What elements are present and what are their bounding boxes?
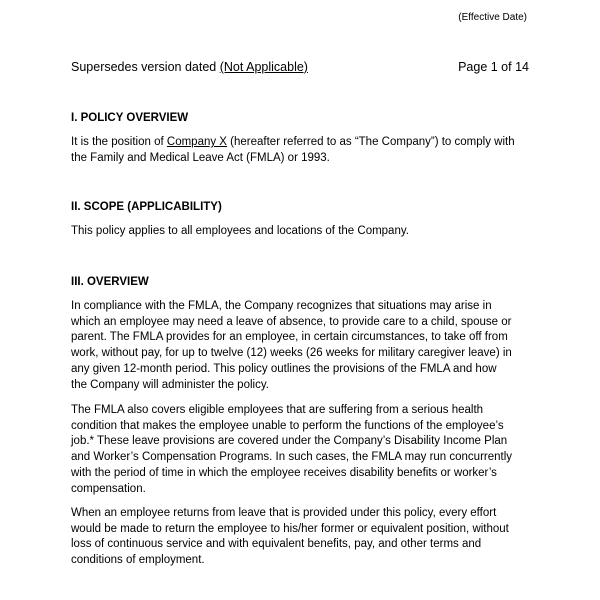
paragraph-line [71, 135, 536, 151]
paragraph-line: which an employee may need a leave of absence, to provide care to a child, spouse or [71, 315, 512, 328]
paragraph-line: parent. The FMLA provides for an employee, in certain circumstances, to take off from [71, 331, 508, 344]
paragraph-line: The FMLA also covers eligible employees that are suffering from a serious health [71, 404, 484, 416]
supersedes-prefix: Supersedes version dated [71, 60, 220, 74]
overview-paragraph-2 [71, 403, 536, 497]
text-run: (hereafter referred to as “The Company”) to comply with [226, 136, 515, 148]
overview-paragraph-3 [71, 506, 536, 569]
paragraph-line: work, without pay, for up to twelve (12) weeks (26 weeks for military caregiver leave) in [71, 347, 512, 360]
paragraph-line: In compliance with the FMLA, the Company recognizes that situations may arise in [71, 300, 492, 312]
paragraph-line: condition that makes the employee unable to perform the functions of the employee’s [71, 419, 504, 432]
paragraph-line: and Worker’s Compensation Programs. In such cases, the FMLA may run concurrently [71, 451, 513, 464]
section-heading-policy-overview: I. POLICY OVERVIEW [71, 112, 189, 124]
overview-paragraph-1 [71, 299, 536, 393]
paragraph-line: This policy applies to all employees and locations of the Company. [71, 225, 409, 237]
text-run: It is the position of [71, 136, 167, 148]
paragraph-line: compensation. [71, 482, 146, 495]
section-heading-scope: II. SCOPE (APPLICABILITY) [71, 201, 222, 213]
paragraph-line: job.* These leave provisions are covered under the Company’s Disability Income Plan [71, 435, 508, 448]
scope-paragraph [71, 224, 536, 240]
company-name: Company X [166, 136, 227, 148]
paragraph-line: any given 12-month period. This policy outlines the provisions of the FMLA and how [71, 362, 497, 375]
page-number: Page 1 of 14 [458, 60, 529, 74]
paragraph-line: would be made to return the employee to his/her former or equivalent position, without [71, 522, 509, 535]
effective-date-label: (Effective Date) [458, 12, 527, 23]
section-heading-overview: III. OVERVIEW [71, 276, 149, 288]
policy-overview-paragraph [71, 135, 536, 166]
paragraph-line: When an employee returns from leave that is provided under this policy, every effort [71, 507, 497, 519]
paragraph-line: conditions of employment. [71, 554, 205, 567]
paragraph-line: loss of continuous service and with equivalent benefits, pay, and other terms and [71, 538, 482, 551]
supersedes-row [71, 60, 529, 75]
paragraph-line: with the period of time in which the employee receives disability benefits or worker’s [71, 466, 497, 479]
paragraph-line: the Family and Medical Leave Act (FMLA) or 1993. [71, 151, 330, 164]
paragraph-line: the Company will administer the policy. [71, 378, 269, 391]
supersedes-value: (Not Applicable) [219, 60, 308, 74]
